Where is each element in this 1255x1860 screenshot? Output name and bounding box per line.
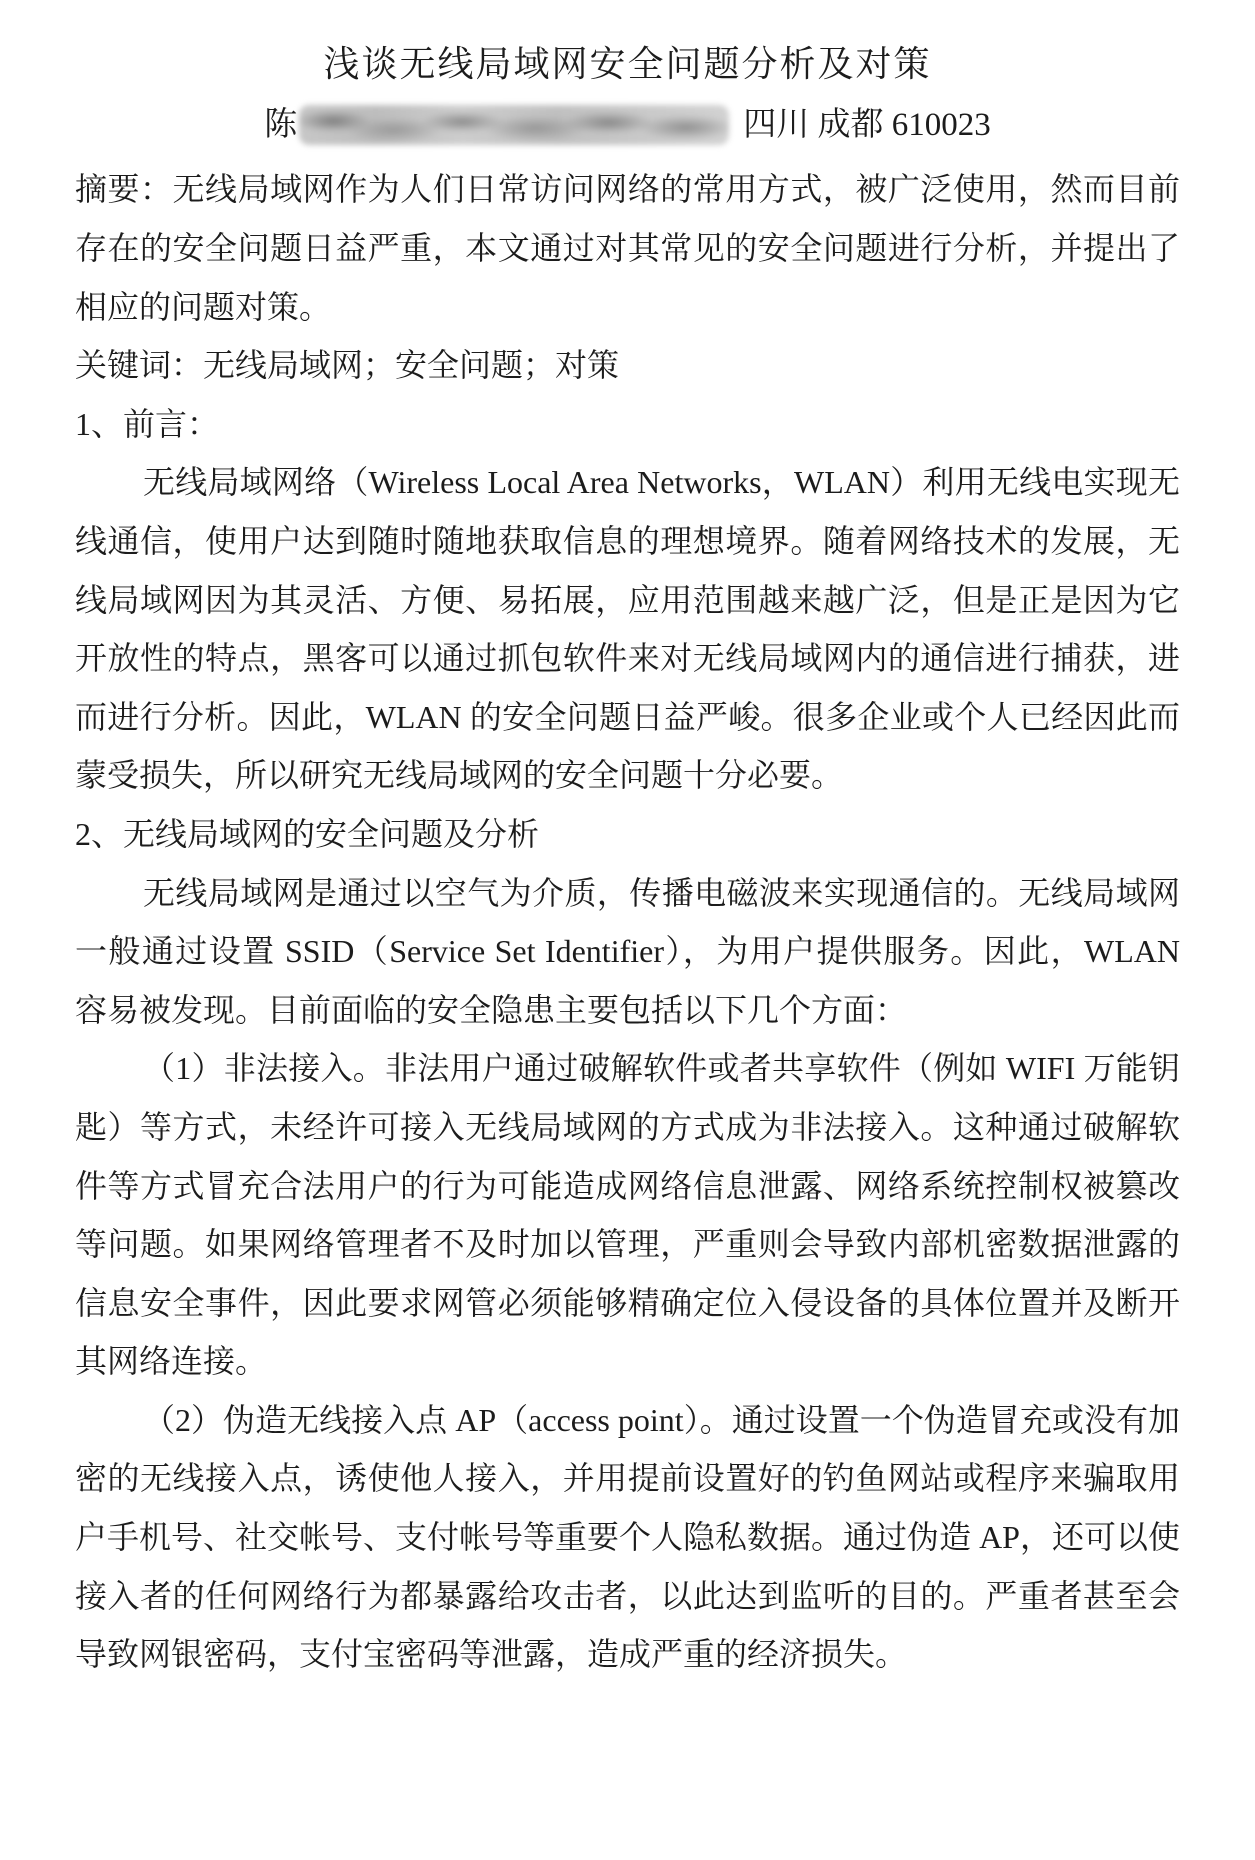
paper-title: 浅谈无线局域网安全问题分析及对策 bbox=[323, 44, 932, 84]
abstract-paragraph: 摘要：无线局域网作为人们日常访问网络的常用方式，被广泛使用，然而目前存在的安全问题日益严重，本文通过对其常见的安全问题进行分析，并提出了相应的问题对策。 bbox=[75, 171, 1180, 325]
section-1-heading: 1、前言： bbox=[75, 405, 220, 442]
section-2-heading: 2、无线局域网的安全问题及分析 bbox=[75, 815, 540, 852]
author-location: 四川 成都 610023 bbox=[743, 107, 991, 144]
keywords-line: 关键词：无线局域网；安全问题；对策 bbox=[75, 347, 620, 384]
author-name-redaction-blur bbox=[299, 105, 729, 145]
section-1-paragraph: 无线局域网络（Wireless Local Area Networks，WLAN）利用无线电实现无线通信，使用户达到随时随地获取信息的理想境界。随着网络技术的发展，无线局域网因为其灵活、方便、易拓展，应用范围越来越广泛，但是正是因为它开放性的特点，黑客可以通过抓包软件来对无线局域网内的通信进行捕获，进而进行分析。因此，WLAN 的安全问题日益严峻。很多企业或个人已经因此而蒙受损失，所以研究无线局域网的安全问题十分必要。 bbox=[75, 464, 1180, 794]
section-2-intro-paragraph: 无线局域网是通过以空气为介质，传播电磁波来实现通信的。无线局域网一般通过设置 SSID（Service Set Identifier），为用户提供服务。因此，WLAN 容易被发现。目前面临的安全隐患主要包括以下几个方面： bbox=[75, 874, 1180, 1028]
issue-2-paragraph: （2）伪造无线接入点 AP（access point）。通过设置一个伪造冒充或没有加密的无线接入点，诱使他人接入，并用提前设置好的钓鱼网站或程序来骗取用户手机号、社交帐号、支付帐号等重要个人隐私数据。通过伪造 AP，还可以使接入者的任何网络行为都暴露给攻击者，以此达到监听的目的。严重者甚至会导致网银密码，支付宝密码等泄露，造成严重的经济损失。 bbox=[75, 1401, 1180, 1673]
issue-1-paragraph: （1）非法接入。非法用户通过破解软件或者共享软件（例如 WIFI 万能钥匙）等方式，未经许可接入无线局域网的方式成为非法接入。这种通过破解软件等方式冒充合法用户的行为可能造成网络信息泄露、网络系统控制权被篡改等问题。如果网络管理者不及时加以管理，严重则会导致内部机密数据泄露的信息安全事件，因此要求网管必须能够精确定位入侵设备的具体位置并及断开其网络连接。 bbox=[75, 1050, 1180, 1380]
author-line bbox=[75, 94, 1180, 154]
author-surname: 陈 bbox=[264, 107, 298, 144]
